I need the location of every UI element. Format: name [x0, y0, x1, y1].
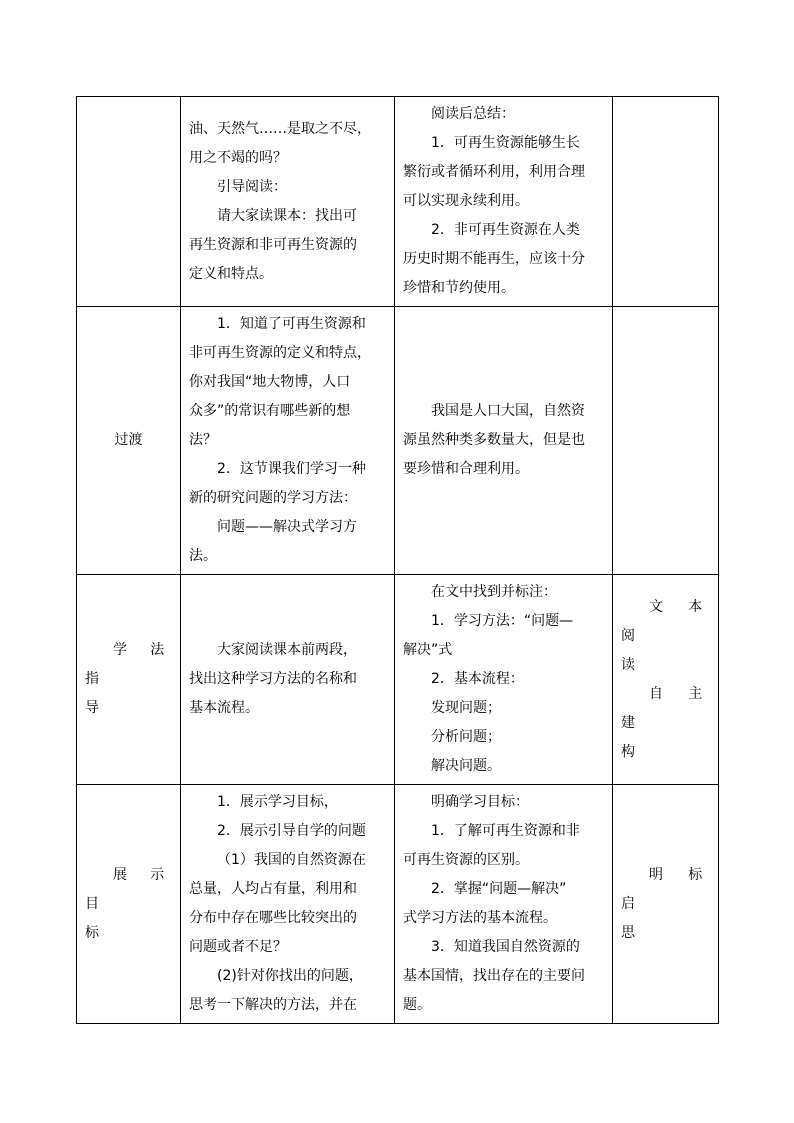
text-line: 要珍惜和合理利用。 — [403, 461, 529, 477]
teacher-activity-cell — [181, 785, 395, 1024]
text-line: 基本国情，找出存在的主要问 — [403, 968, 585, 984]
design-intent-cell — [613, 97, 719, 307]
text-line: 2．基本流程： — [431, 671, 524, 687]
text-line: 请大家读课本：找出可 — [217, 207, 357, 224]
intent-line: 思 — [621, 924, 635, 941]
text-line: 大家阅读课本前两段， — [217, 642, 357, 658]
design-intent-cell — [613, 785, 719, 1024]
student-activity-cell — [395, 307, 613, 575]
text-line: 问题——解决式学习方 — [217, 519, 357, 535]
text-line: 繁衍或者循环利用，利用合理 — [403, 164, 585, 180]
text-line: (2)针对你找出的问题， — [217, 968, 363, 984]
text-line: 珍惜和节约使用。 — [403, 280, 515, 296]
teacher-activity-cell — [181, 307, 395, 575]
text-line: 阅读后总结： — [431, 106, 515, 122]
student-activity-cell — [395, 575, 613, 785]
teacher-activity-cell — [181, 97, 395, 307]
text-line: 题。 — [403, 997, 431, 1013]
design-intent-label — [613, 593, 718, 767]
stage-label-line: 学法指 — [85, 642, 172, 687]
text-line: 3．知道我国自然资源的 — [431, 939, 580, 955]
text-line: 发现问题； — [431, 700, 501, 716]
stage-label-line: 标 — [85, 924, 99, 941]
stage-cell — [77, 785, 181, 1024]
text-line: 非可再生资源的定义和特点， — [189, 345, 371, 361]
text-line: 2．这节课我们学习一种 — [217, 461, 366, 477]
text-line: 基本流程。 — [189, 700, 259, 716]
lesson-plan-table — [76, 96, 719, 1024]
stage-label-line: 导 — [85, 700, 99, 716]
text-line: 式学习方法的基本流程。 — [403, 910, 557, 926]
text-line: 思考一下解决的方法，并在 — [189, 997, 357, 1013]
stage-label — [77, 861, 180, 948]
text-line: 定义和特点。 — [189, 265, 273, 282]
text-line: 法？ — [189, 432, 217, 448]
table-row — [77, 575, 719, 785]
intent-line: 自主建 — [621, 685, 710, 731]
text-line: 明确学习目标： — [431, 794, 529, 810]
text-line: 解决”式 — [403, 642, 453, 658]
text-line: 新的研究问题的学习方法： — [189, 490, 357, 506]
stage-cell — [77, 307, 181, 575]
text-line: 源虽然种类多数量大，但是也 — [403, 432, 585, 448]
text-line: 用之不竭的吗？ — [189, 149, 287, 166]
table-row — [77, 97, 719, 307]
text-line: 引导阅读： — [217, 178, 287, 195]
stage-cell — [77, 97, 181, 307]
student-activity-cell — [395, 785, 613, 1024]
stage-label: 过渡 — [114, 432, 143, 448]
text-line: 分析问题； — [431, 729, 501, 745]
text-line: 可再生资源的区别。 — [403, 852, 529, 868]
text-line: （1）我国的自然资源在 — [217, 852, 366, 868]
text-line: 1．知道了可再生资源和 — [217, 316, 366, 332]
intent-line: 文本阅 — [621, 598, 710, 644]
text-line: 法。 — [189, 548, 217, 564]
text-line: 油、天然气……是取之不尽， — [189, 120, 371, 137]
text-line: 1．学习方法：“问题— — [431, 613, 574, 629]
intent-line: 读 — [621, 656, 635, 673]
text-line: 找出这种学习方法的名称和 — [189, 671, 357, 687]
text-line: 你对我国“地大物博，人口 — [189, 374, 351, 390]
student-activity-cell — [395, 97, 613, 307]
teacher-activity-cell — [181, 575, 395, 785]
text-line: 我国是人口大国，自然资 — [431, 403, 585, 419]
text-line: 众多”的常识有哪些新的想 — [189, 403, 351, 419]
table-row — [77, 785, 719, 1024]
stage-label — [77, 636, 180, 723]
text-line: 历史时期不能再生，应该十分 — [403, 251, 585, 267]
text-line: 再生资源和非可再生资源的 — [189, 236, 357, 253]
text-line: 2．掌握“问题—解决” — [431, 881, 567, 897]
text-line: 问题或者不足？ — [189, 939, 287, 955]
design-intent-label — [613, 861, 718, 948]
text-line: 分布中存在哪些比较突出的 — [189, 910, 357, 926]
design-intent-cell — [613, 307, 719, 575]
stage-cell — [77, 575, 181, 785]
text-line: 在文中找到并标注： — [431, 584, 557, 600]
text-line: 1．了解可再生资源和非 — [431, 823, 580, 839]
intent-line: 明标启 — [621, 866, 710, 912]
intent-line: 构 — [621, 743, 635, 760]
text-line: 解决问题。 — [431, 758, 501, 774]
text-line: 2．展示引导自学的问题 — [217, 823, 366, 839]
text-line: 1．可再生资源能够生长 — [431, 135, 580, 151]
stage-label-line: 展示目 — [85, 866, 172, 912]
text-line: 1．展示学习目标， — [217, 794, 338, 810]
design-intent-cell — [613, 575, 719, 785]
text-line: 2．非可再生资源在人类 — [431, 222, 580, 238]
text-line: 可以实现永续利用。 — [403, 193, 529, 209]
text-line: 总量，人均占有量，利用和 — [189, 881, 357, 897]
table-row — [77, 307, 719, 575]
